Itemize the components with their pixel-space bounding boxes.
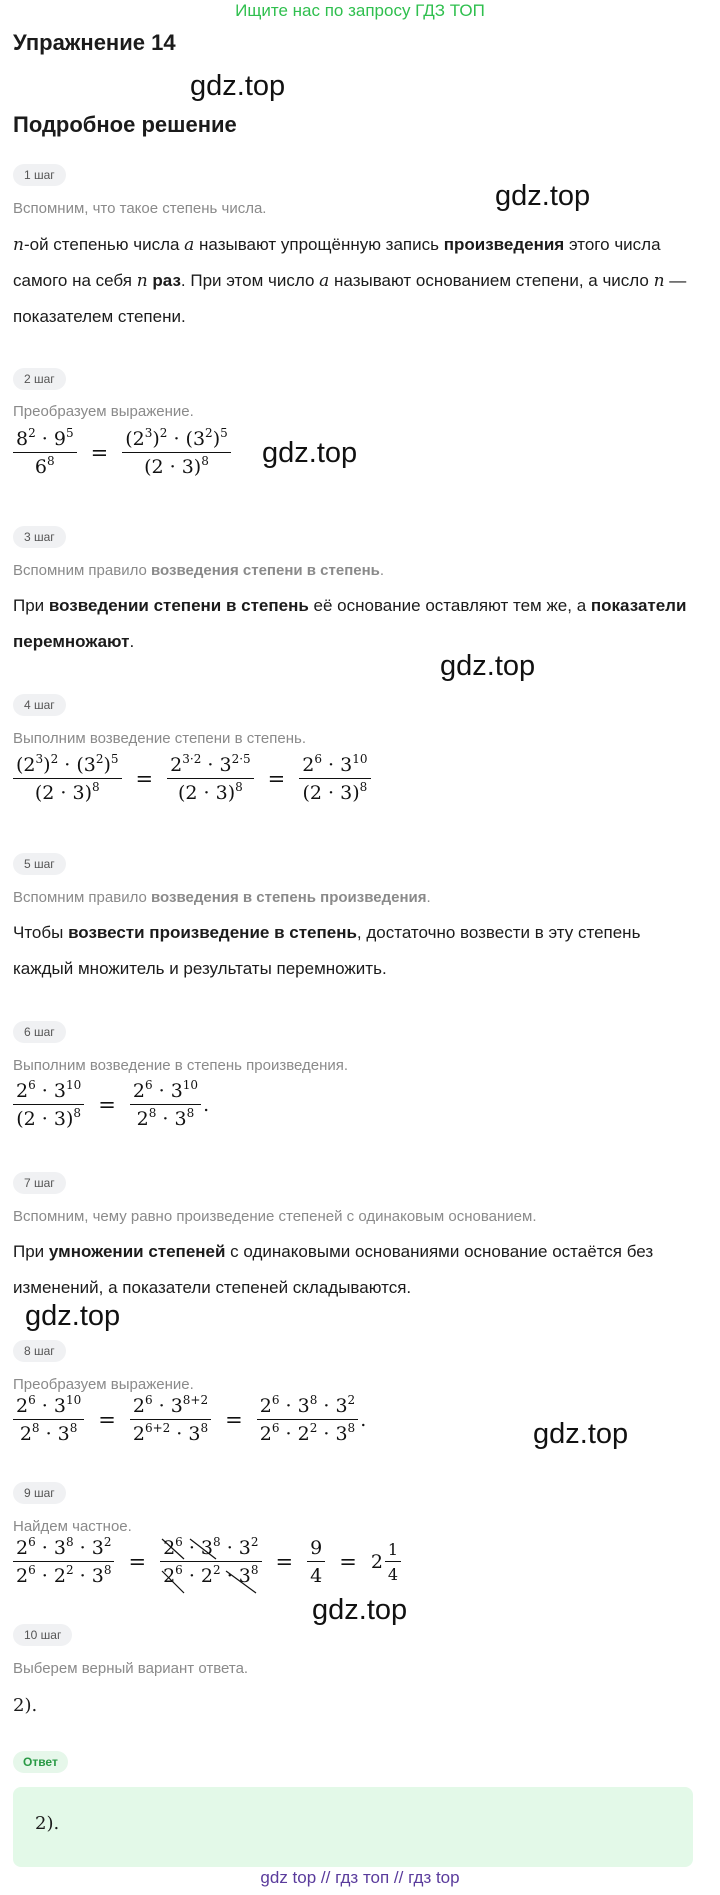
section-title: Подробное решение [13,112,237,137]
step-badge: 10 шаг [13,1624,72,1646]
formula: $\frac{(2^3)^2 \cdot (3^2)^5}{(2 \cdot 3)^8}$ = $\frac{2^{3\cdot 2} \cdot 3^{2\cdot 5}}{(2 \cdot 3)^8}$ = $\frac{2^6 \cdot 3^{10}}{(2 \cdot 3)^8}$ [13,754,371,804]
footer-links[interactable]: gdz top // гдз топ // гдз top [260,1868,460,1887]
watermark: gdz.top [440,650,536,682]
step-hint: Вспомним, что такое степень числа. [13,200,267,217]
step-badge: 1 шаг [13,164,66,186]
step-badge: 6 шаг [13,1021,66,1043]
final-choice: 2). [13,1695,38,1716]
watermark: gdz.top [495,180,591,212]
rule-paragraph: При умножении степеней с одинаковыми основаниями основание остаётся без изменений, а показатели степеней складываются. [13,1242,654,1297]
formula: $\frac{2^6 \cdot 3^8 \cdot 3^2}{2^6 \cdot 2^2 \cdot 3^8}$ = $\frac{2^6 \cdot 3^8 \cdot 3^2}{2^6 \cdot 2^2 \cdot 3^8}$ = $\frac{9}{4}$ = 2 $\frac{1}{4}$ [13,1537,401,1587]
answer-box [13,1787,693,1867]
step-hint: Преобразуем выражение. [13,1376,194,1393]
step-badge: 2 шаг [13,368,66,390]
page-title: Упражнение 14 [13,30,176,55]
watermark: gdz.top [190,70,286,102]
formula: $\frac{2^6 \cdot 3^{10}}{(2 \cdot 3)^8}$ = $\frac{2^6 \cdot 3^{10}}{2^8 \cdot 3^8}$ . [13,1080,209,1130]
definition-paragraph: n-ой степенью числа a называют упрощённую запись произведения этого числа самого на себя n раз. При этом число a называют основанием степени, а число n — показателем степени. [13,235,687,326]
step-badge: 7 шаг [13,1172,66,1194]
formula: $\frac{8^2 \cdot 9^5}{6^8}$ = $\frac{(2^3)^2 \cdot (3^2)^5}{(2 \cdot 3)^8}$ [13,428,231,478]
step-hint: Найдем частное. [13,1518,132,1535]
step-hint: Вспомним правило возведения в степень произведения. [13,889,431,906]
answer-value: 2). [35,1813,60,1834]
rule-paragraph: Чтобы возвести произведение в степень, достаточно возвести в эту степень каждый множитель и результаты перемножить. [13,923,641,978]
step-hint: Вспомним правило возведения степени в степень. [13,562,385,579]
step-hint: Вспомним, чему равно произведение степеней с одинаковым основанием. [13,1208,537,1225]
step-hint: Преобразуем выражение. [13,403,194,420]
step-badge: 3 шаг [13,526,66,548]
step-badge: 9 шаг [13,1482,66,1504]
step-hint: Выполним возведение степени в степень. [13,730,306,747]
watermark: gdz.top [25,1300,121,1332]
watermark: gdz.top [262,437,358,469]
cancel-strokes [160,1537,260,1597]
watermark: gdz.top [312,1594,408,1626]
watermark: gdz.top [533,1418,629,1450]
formula: $\frac{2^6 \cdot 3^{10}}{2^8 \cdot 3^8}$ = $\frac{2^6 \cdot 3^{8+2}}{2^{6+2} \cdot 3^8}$ = $\frac{2^6 \cdot 3^8 \cdot 3^2}{2^6 \cdot 2^2 \cdot 3^8}$ . [13,1395,366,1445]
top-banner: Ищите нас по запросу ГДЗ ТОП [235,1,485,20]
rule-paragraph: При возведении степени в степень её основание оставляют тем же, а показатели перемножают. [13,596,687,651]
step-hint: Выберем верный вариант ответа. [13,1660,249,1677]
step-badge: 4 шаг [13,694,66,716]
step-badge: 8 шаг [13,1340,66,1362]
answer-badge: Ответ [13,1751,68,1773]
step-hint: Выполним возведение в степень произведения. [13,1057,349,1074]
step-badge: 5 шаг [13,853,66,875]
